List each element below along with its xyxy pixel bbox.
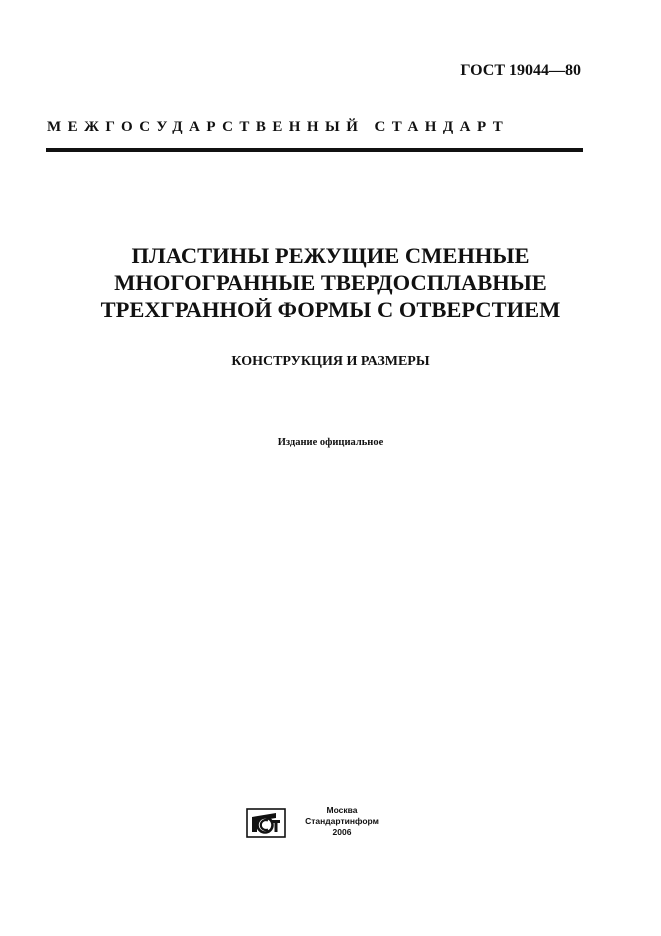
publisher-name: Стандартинформ: [305, 816, 379, 826]
standartinform-logo-icon: [246, 808, 286, 838]
publisher-city: Москва: [326, 805, 358, 815]
document-title: [40, 242, 621, 323]
title-line: ТРЕХГРАННОЙ ФОРМЫ С ОТВЕРСТИЕМ: [100, 297, 561, 322]
publisher-year: 2006: [332, 827, 352, 837]
title-line: ПЛАСТИНЫ РЕЖУЩИЕ СМЕННЫЕ: [131, 243, 530, 268]
document-subtitle: КОНСТРУКЦИЯ И РАЗМЕРЫ: [231, 354, 430, 369]
title-line: МНОГОГРАННЫЕ ТВЕРДОСПЛАВНЫЕ: [114, 270, 547, 295]
standard-type-label: МЕЖГОСУДАРСТВЕННЫЙ СТАНДАРТ: [47, 119, 510, 135]
header-divider: [46, 148, 583, 152]
edition-note: Издание официальное: [277, 437, 384, 448]
document-number: ГОСТ 19044—80: [460, 62, 581, 79]
publisher-info: [298, 805, 386, 838]
